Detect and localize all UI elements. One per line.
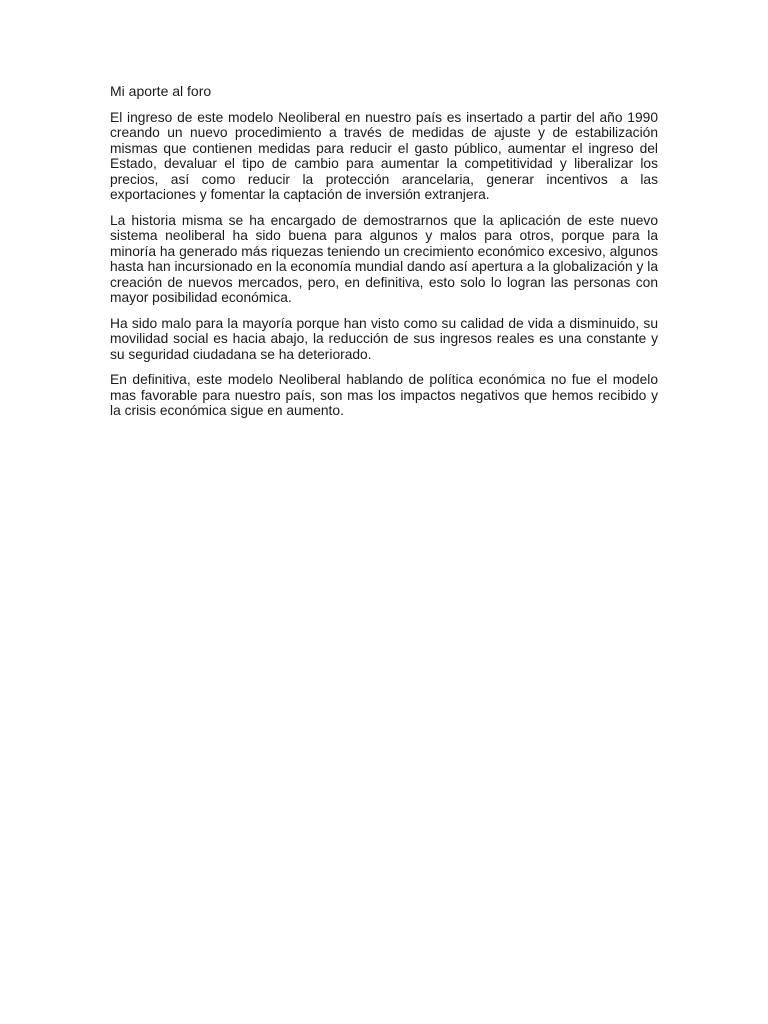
paragraph-3: Ha sido malo para la mayoría porque han visto como su calidad de vida a disminuido, su movilidad social es hacia abajo, la reducción de sus ingresos reales es una constante y su seguridad ciudadana se ha deteriorado.: [110, 315, 658, 362]
paragraph-2: La historia misma se ha encargado de demostrarnos que la aplicación de este nuevo sistema neoliberal ha sido buena para algunos y malos para otros, porque para la minoría ha generado más riquezas teniendo un crecimiento económico excesivo, algunos hasta han incursionado en la economía mundial dando así apertura a la globalización y la creación de nuevos mercados, pero, en definitiva, esto solo lo logran las personas con mayor posibilidad económica.: [110, 212, 658, 305]
paragraph-1: El ingreso de este modelo Neoliberal en nuestro país es insertado a partir del año 1990 creando un nuevo procedimiento a través de medidas de ajuste y de estabilización mismas que contienen medidas para reducir el gasto público, aumentar el ingreso del Estado, devaluar el tipo de cambio para aumentar la competitividad y liberalizar los precios, así como reducir la protección arancelaria, generar incentivos a las exportaciones y fomentar la captación de inversión extranjera.: [110, 109, 658, 202]
document-heading: Mi aporte al foro: [110, 83, 212, 99]
document-body: [110, 84, 658, 429]
paragraph-4: En definitiva, este modelo Neoliberal hablando de política económica no fue el modelo mas favorable para nuestro país, son mas los impactos negativos que hemos recibido y la crisis económica sigue en aumento.: [110, 372, 658, 418]
